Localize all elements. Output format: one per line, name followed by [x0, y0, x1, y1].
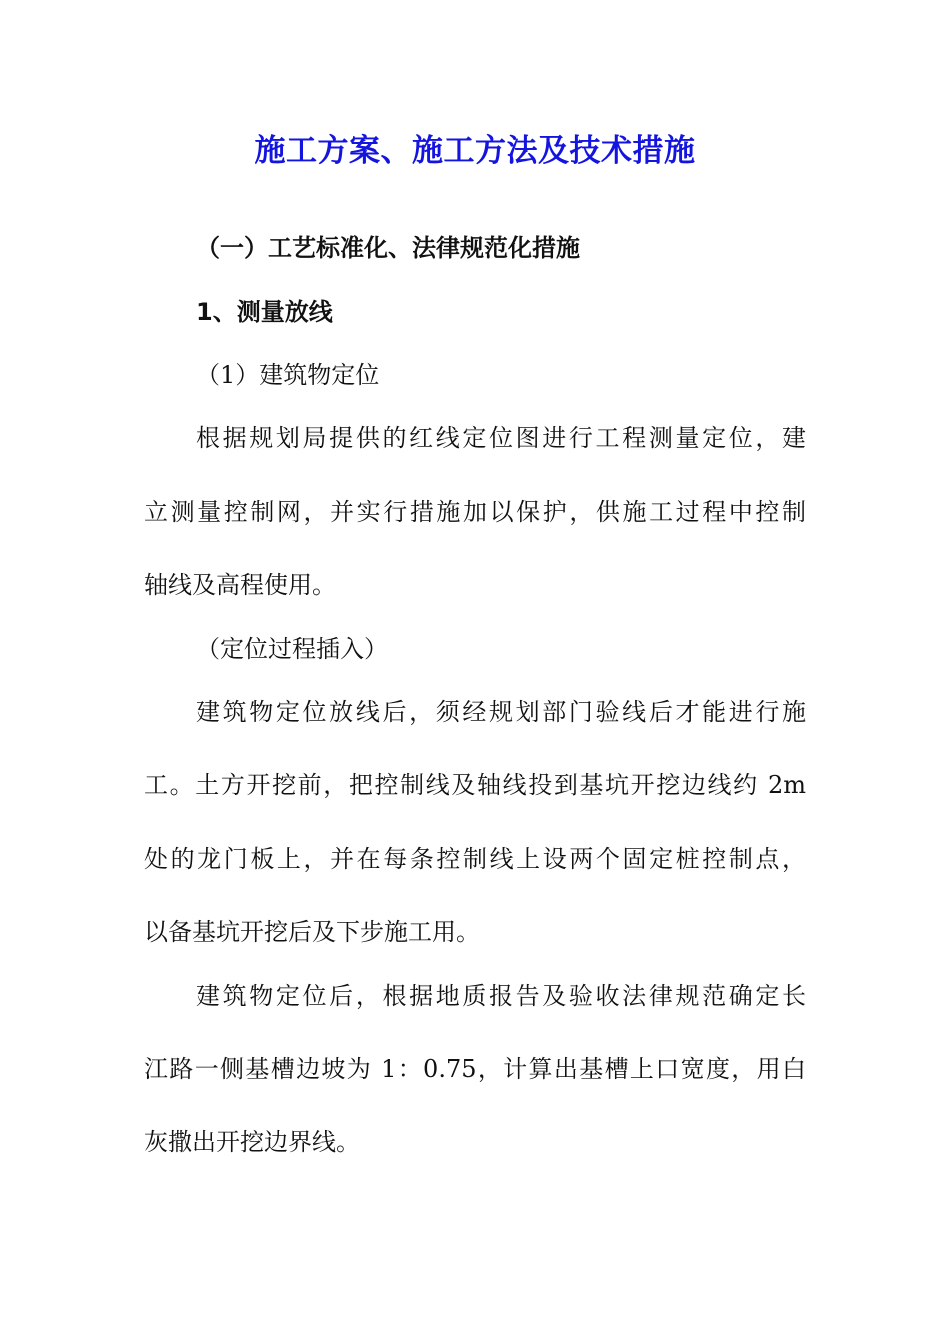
item-heading: （1）建筑物定位	[196, 361, 380, 389]
paragraph-3-line-3: 灰撒出开挖边界线。	[144, 1128, 360, 1156]
paragraph-2-line-4: 以备基坑开挖后及下步施工用。	[144, 918, 480, 946]
paragraph-2-line-3: 处的龙门板上，并在每条控制线上设两个固定桩控制点，	[144, 845, 806, 873]
paragraph-3-line-2: 江路一侧基槽边坡为 1：0.75，计算出基槽上口宽度，用白	[144, 1055, 806, 1083]
document-title: 施工方案、施工方法及技术措施	[254, 133, 696, 169]
paragraph-1-line-1: 根据规划局提供的红线定位图进行工程测量定位，建	[196, 424, 806, 452]
paragraph-2-line-2: 工。土方开挖前，把控制线及轴线投到基坑开挖边线约 2m	[144, 771, 806, 799]
insert-note: （定位过程插入）	[196, 635, 388, 663]
subsection-heading: 1、测量放线	[196, 298, 333, 326]
paragraph-1-line-2: 立测量控制网，并实行措施加以保护，供施工过程中控制	[144, 498, 806, 526]
paragraph-3-line-1: 建筑物定位后，根据地质报告及验收法律规范确定长	[196, 982, 806, 1010]
paragraph-2-line-1: 建筑物定位放线后，须经规划部门验线后才能进行施	[196, 698, 806, 726]
section-heading: （一）工艺标准化、法律规范化措施	[196, 234, 580, 262]
paragraph-1-line-3: 轴线及高程使用。	[144, 571, 336, 599]
